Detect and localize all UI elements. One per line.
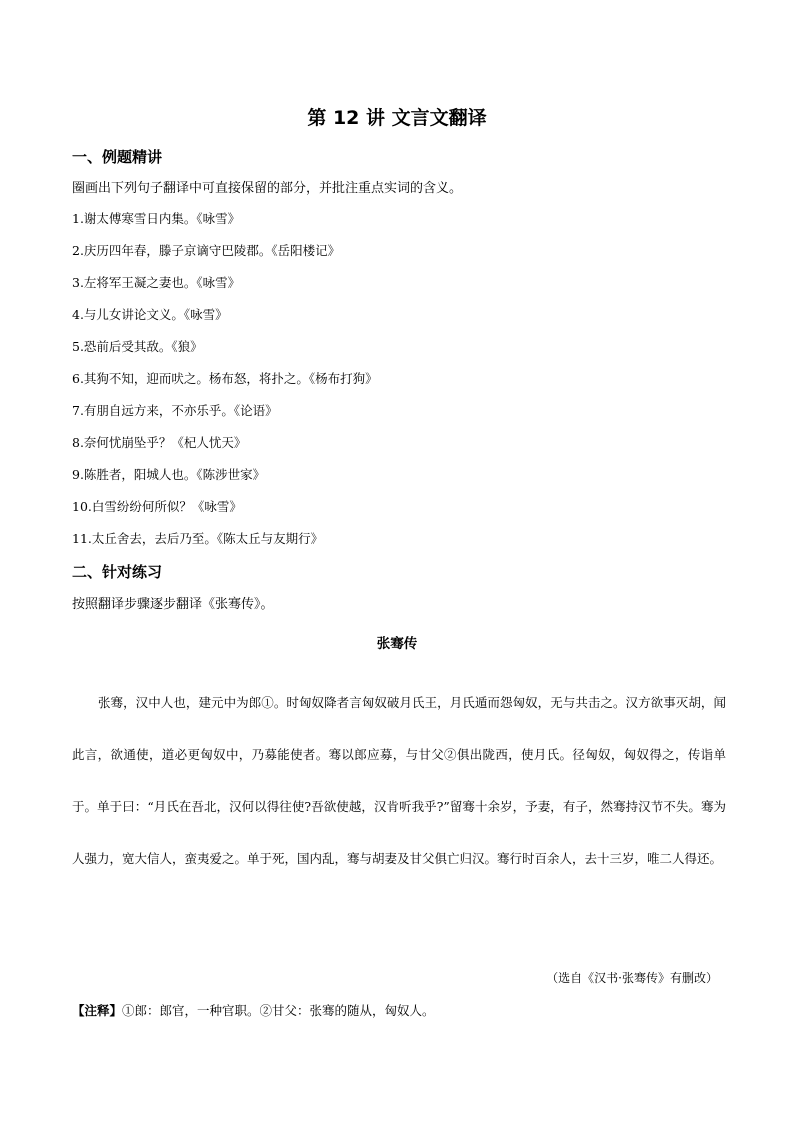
example-item: 8.奈何忧崩坠乎？《杞人忧天》 [72, 435, 247, 450]
example-item: 2.庆历四年春，滕子京谪守巴陵郡。《岳阳楼记》 [72, 243, 341, 258]
example-item: 11.太丘舍去，去后乃至。《陈太丘与友期行》 [72, 531, 324, 546]
example-item: 6.其狗不知，迎而吠之。杨布怒，将扑之。《杨布打狗》 [72, 371, 378, 386]
section2-instruction: 按照翻译步骤逐步翻译《张骞传》。 [72, 597, 274, 612]
section1-instruction: 圈画出下列句子翻译中可直接保留的部分，并批注重点实词的含义。 [72, 181, 463, 196]
note-label: 【注释】 [72, 1003, 123, 1018]
example-item: 3.左将军王凝之妻也。《咏雪》 [72, 275, 241, 290]
example-item: 4.与儿女讲论文义。《咏雪》 [72, 307, 228, 322]
example-item: 10.白雪纷纷何所似？《咏雪》 [72, 499, 242, 514]
example-item: 7.有朋自远方来，不亦乐乎。《论语》 [72, 403, 278, 418]
passage-title: 张骞传 [376, 636, 418, 652]
section1-heading: 一、例题精讲 [72, 148, 163, 166]
passage-source: （选自《汉书·张骞传》有删改） [546, 971, 718, 985]
example-item: 1.谢太傅寒雪日内集。《咏雪》 [72, 211, 241, 226]
note-text: ①郎：郎官，一种官职。②甘父：张骞的随从，匈奴人。 [122, 1003, 435, 1018]
page-title: 第 12 讲 文言文翻译 [307, 107, 487, 129]
section2-heading: 二、针对练习 [72, 563, 163, 581]
example-item: 5.恐前后受其敌。《狼》 [72, 339, 203, 354]
passage-text: 张骞，汉中人也，建元中为郎①。时匈奴降者言匈奴破月氏王，月氏遁而怨匈奴，无与共击之。汉方欲事灭胡，闻此言，欲通使，道必更匈奴中，乃募能使者。骞以郎应募，与甘父②俱出陇西，使月氏。径匈奴，匈奴得之，传诣单于。单于曰：“月氏在吾北，汉何以得往使?吾欲使越，汉肯听我乎?”留骞十余岁，予妻，有子，然骞持汉节不失。骞为人强力，宽大信人，蛮夷爱之。单于死，国内乱，骞与胡妻及甘父俱亡归汉。骞行时百余人，去十三岁，唯二人得还。 [72, 695, 726, 866]
example-item: 9.陈胜者，阳城人也。《陈涉世家》 [72, 467, 266, 482]
annotation-note [72, 1001, 435, 1019]
